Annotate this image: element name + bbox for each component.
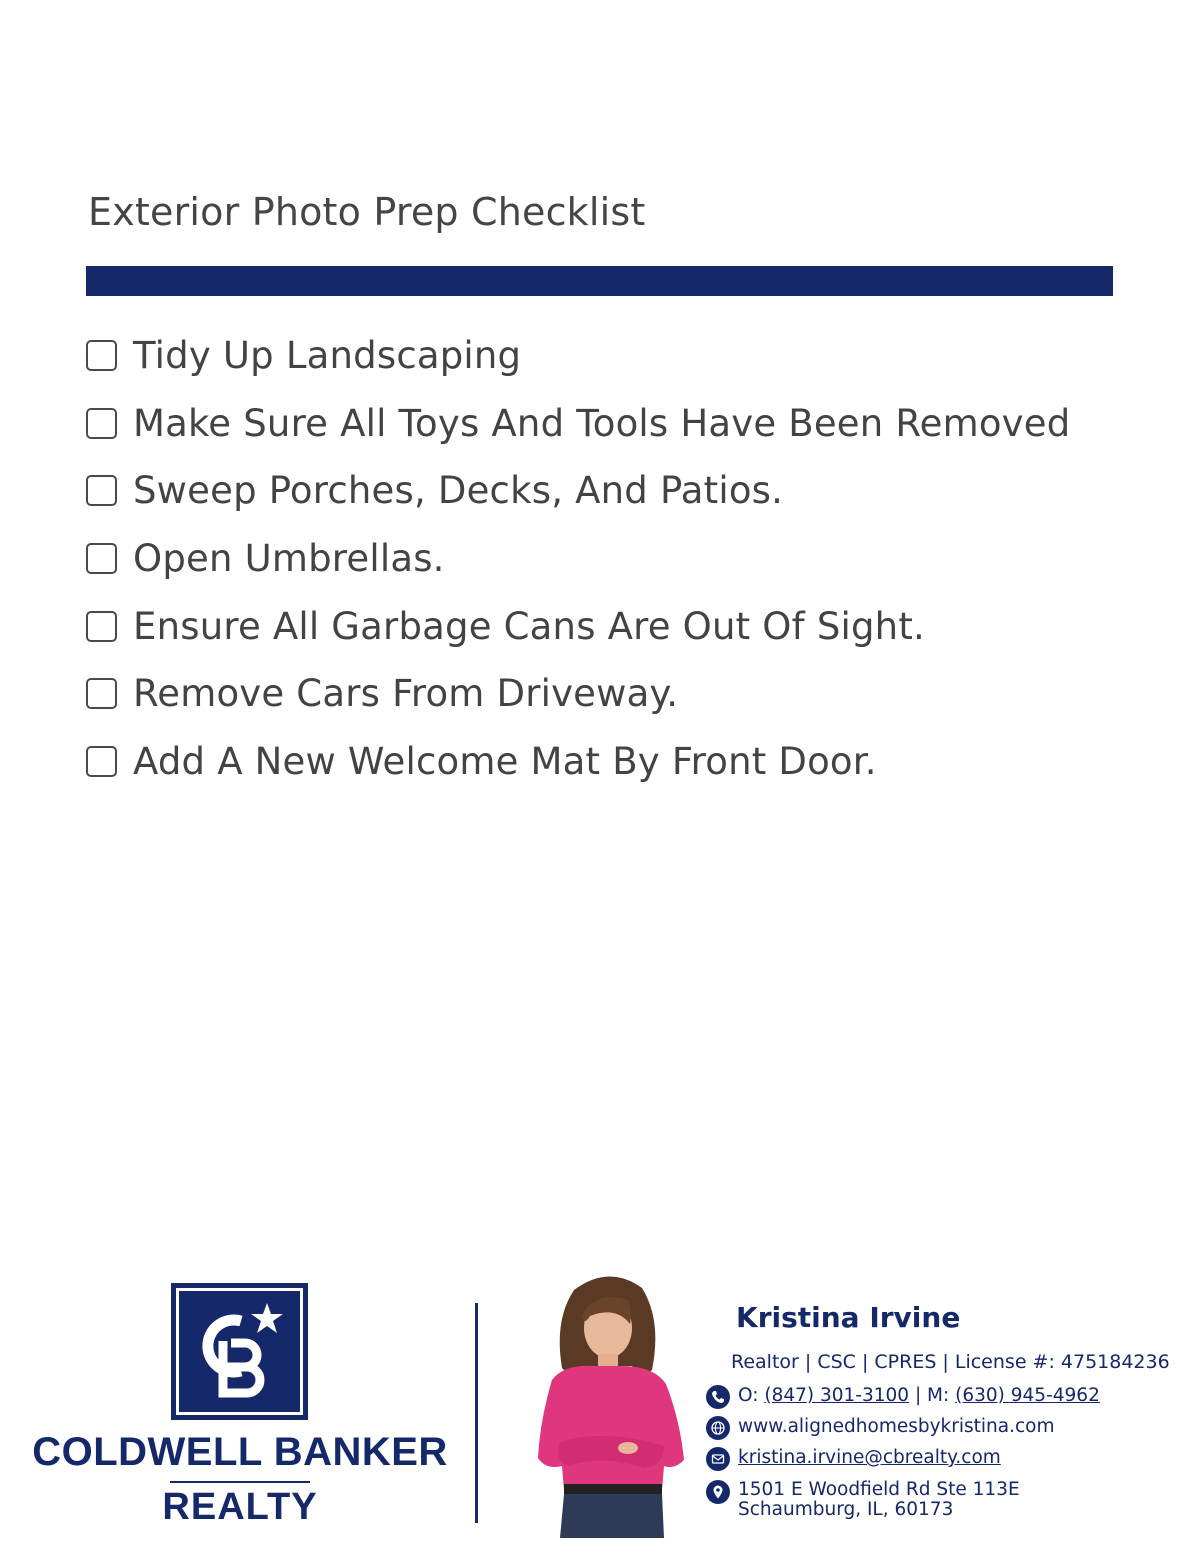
checklist: [86, 322, 1070, 795]
checkbox[interactable]: [86, 543, 117, 574]
cb-logo-icon: [171, 1283, 308, 1420]
mobile-phone-prefix: | M:: [909, 1385, 956, 1406]
checklist-item[interactable]: [86, 525, 1070, 593]
checklist-item-label: Open Umbrellas.: [133, 537, 445, 581]
checkbox[interactable]: [86, 408, 117, 439]
website-link[interactable]: www.alignedhomesbykristina.com: [738, 1416, 1055, 1437]
agent-name: Kristina Irvine: [736, 1301, 961, 1334]
contact-phone: [706, 1385, 1100, 1409]
mail-icon: [706, 1447, 730, 1471]
footer-divider: [475, 1303, 478, 1523]
checklist-item-label: Remove Cars From Driveway.: [133, 672, 679, 716]
title-divider-bar: [86, 266, 1113, 296]
contact-email: [706, 1447, 1001, 1471]
phone-icon: [706, 1385, 730, 1409]
address-line-2: Schaumburg, IL, 60173: [738, 1499, 954, 1520]
checklist-item[interactable]: [86, 660, 1070, 728]
brand-subname: REALTY: [162, 1486, 318, 1528]
checkbox[interactable]: [86, 475, 117, 506]
checkbox[interactable]: [86, 746, 117, 777]
checklist-item[interactable]: [86, 728, 1070, 796]
mobile-phone-link[interactable]: (630) 945-4962: [955, 1385, 1100, 1406]
globe-icon: [706, 1416, 730, 1440]
agent-credentials: Realtor | CSC | CPRES | License #: 475184236: [731, 1351, 1170, 1373]
agent-photo: [524, 1270, 694, 1538]
checkbox[interactable]: [86, 611, 117, 642]
office-phone-prefix: O:: [738, 1385, 765, 1406]
checklist-item[interactable]: [86, 322, 1070, 390]
address-line-1: 1501 E Woodfield Rd Ste 113E: [738, 1479, 1020, 1500]
brand-name: COLDWELL BANKER: [32, 1430, 448, 1474]
location-pin-icon: [706, 1480, 730, 1504]
checklist-item-label: Add A New Welcome Mat By Front Door.: [133, 739, 877, 783]
checklist-item-label: Ensure All Garbage Cans Are Out Of Sight.: [133, 604, 925, 648]
contact-address: [706, 1480, 1020, 1520]
checklist-item-label: Tidy Up Landscaping: [133, 334, 522, 378]
checklist-item[interactable]: [86, 592, 1070, 660]
checklist-title: Exterior Photo Prep Checklist: [88, 190, 646, 234]
email-link[interactable]: kristina.irvine@cbrealty.com: [738, 1447, 1001, 1468]
contact-website: [706, 1416, 1055, 1440]
checkbox[interactable]: [86, 678, 117, 709]
checkbox[interactable]: [86, 340, 117, 371]
checklist-item[interactable]: [86, 457, 1070, 525]
office-phone-link[interactable]: (847) 301-3100: [764, 1385, 910, 1406]
checklist-item-label: Make Sure All Toys And Tools Have Been Removed: [133, 401, 1071, 445]
checklist-item-label: Sweep Porches, Decks, And Patios.: [133, 469, 784, 513]
brand-separator: [170, 1481, 310, 1483]
checklist-item[interactable]: [86, 390, 1070, 458]
